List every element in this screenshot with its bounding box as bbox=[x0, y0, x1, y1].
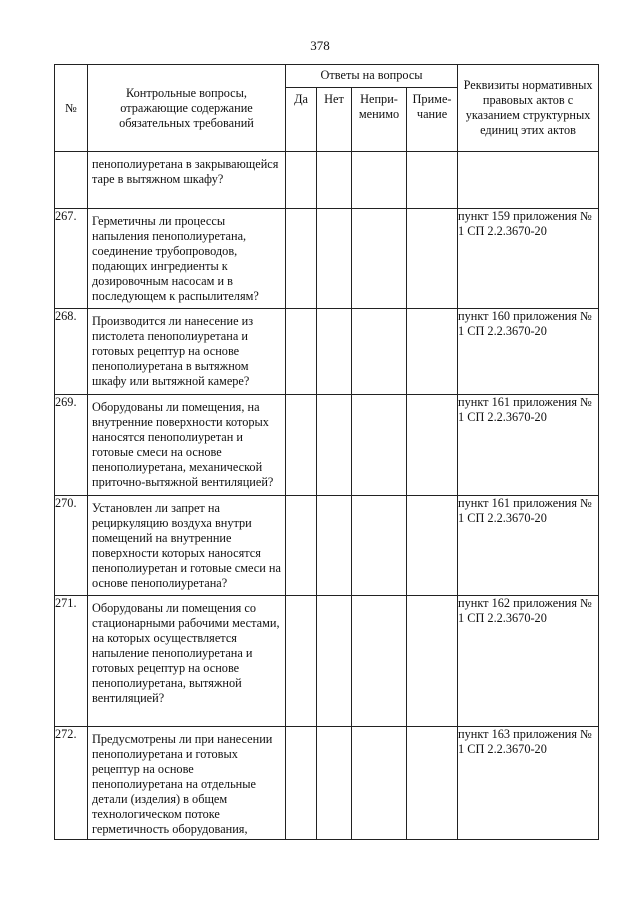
page-number: 378 bbox=[310, 38, 330, 53]
row-question bbox=[88, 395, 286, 496]
table-row bbox=[55, 596, 599, 727]
answer-no-cell[interactable] bbox=[317, 209, 352, 309]
row-reference: пункт 161 приложения № 1 СП 2.2.3670-20 bbox=[458, 395, 599, 496]
answer-note-cell[interactable] bbox=[407, 395, 458, 496]
header-answers: Ответы на вопросы bbox=[286, 65, 458, 88]
row-question bbox=[88, 209, 286, 309]
table-row bbox=[55, 496, 599, 596]
row-number: 269. bbox=[55, 395, 88, 496]
header-note: Приме- чание bbox=[407, 87, 458, 151]
answer-no-cell[interactable] bbox=[317, 596, 352, 727]
header-yes: Да bbox=[286, 87, 317, 151]
row-question-text: Установлен ли запрет на рециркуляцию воздуха внутри помещений на внутренние поверхности которых наносятся пенополиуретан и готовые смеси на основе пенополиуретана? bbox=[92, 501, 281, 590]
answer-no-cell[interactable] bbox=[317, 152, 352, 209]
answer-note-cell[interactable] bbox=[407, 152, 458, 209]
answer-not-applicable-cell[interactable] bbox=[352, 209, 407, 309]
table-row bbox=[55, 152, 599, 209]
row-number: 270. bbox=[55, 496, 88, 596]
row-reference bbox=[458, 152, 599, 209]
row-question-text: Предусмотрены ли при нанесении пенополиуретана и готовых рецептур на основе пенополиуретана на отдельные детали (изделия) в общем технологическом потоке герметичность оборудования, bbox=[92, 732, 273, 836]
row-question bbox=[88, 727, 286, 840]
answer-note-cell[interactable] bbox=[407, 596, 458, 727]
answer-not-applicable-cell[interactable] bbox=[352, 395, 407, 496]
row-question bbox=[88, 596, 286, 727]
header-references bbox=[458, 65, 599, 152]
row-question-text: Производится ли нанесение из пистолета пенополиуретана и готовых рецептур на основе пенополиуретана в вытяжном шкафу или вытяжной камере? bbox=[92, 314, 254, 388]
row-reference: пункт 162 приложения № 1 СП 2.2.3670-20 bbox=[458, 596, 599, 727]
row-reference: пункт 161 приложения № 1 СП 2.2.3670-20 bbox=[458, 496, 599, 596]
answer-not-applicable-cell[interactable] bbox=[352, 152, 407, 209]
answer-not-applicable-cell[interactable] bbox=[352, 496, 407, 596]
header-no: Нет bbox=[317, 87, 352, 151]
answer-not-applicable-cell[interactable] bbox=[352, 596, 407, 727]
row-number: 272. bbox=[55, 727, 88, 840]
answer-no-cell[interactable] bbox=[317, 496, 352, 596]
answer-no-cell[interactable] bbox=[317, 395, 352, 496]
answer-not-applicable-cell[interactable] bbox=[352, 727, 407, 840]
row-question bbox=[88, 309, 286, 395]
row-reference: пункт 160 приложения № 1 СП 2.2.3670-20 bbox=[458, 309, 599, 395]
row-question-text: Оборудованы ли помещения со стационарными рабочими местами, на которых осуществляется напыление пенополиуретана и готовых рецептур на основе пенополиуретана, вытяжной вентиляцией? bbox=[92, 601, 280, 705]
header-question-text: Контрольные вопросы, отражающие содержание обязательных требований bbox=[119, 85, 254, 130]
answer-yes-cell[interactable] bbox=[286, 395, 317, 496]
row-number: 268. bbox=[55, 309, 88, 395]
table-row bbox=[55, 727, 599, 840]
row-number bbox=[55, 152, 88, 209]
row-reference: пункт 163 приложения № 1 СП 2.2.3670-20 bbox=[458, 727, 599, 840]
row-question bbox=[88, 496, 286, 596]
table-row bbox=[55, 209, 599, 309]
answer-not-applicable-cell[interactable] bbox=[352, 309, 407, 395]
row-question-text: пенополиуретана в закрывающейся таре в вытяжном шкафу? bbox=[92, 157, 279, 186]
row-reference: пункт 159 приложения № 1 СП 2.2.3670-20 bbox=[458, 209, 599, 309]
answer-yes-cell[interactable] bbox=[286, 152, 317, 209]
answer-note-cell[interactable] bbox=[407, 209, 458, 309]
header-references-text: Реквизиты нормативных правовых актов с указанием структурных единиц этих актов bbox=[463, 78, 593, 137]
answer-yes-cell[interactable] bbox=[286, 596, 317, 727]
checklist-table bbox=[54, 64, 599, 840]
row-number: 271. bbox=[55, 596, 88, 727]
answer-yes-cell[interactable] bbox=[286, 727, 317, 840]
answer-no-cell[interactable] bbox=[317, 309, 352, 395]
answer-note-cell[interactable] bbox=[407, 309, 458, 395]
row-number: 267. bbox=[55, 209, 88, 309]
header-not-applicable: Непри- менимо bbox=[352, 87, 407, 151]
answer-yes-cell[interactable] bbox=[286, 496, 317, 596]
answer-yes-cell[interactable] bbox=[286, 209, 317, 309]
answer-note-cell[interactable] bbox=[407, 727, 458, 840]
answer-yes-cell[interactable] bbox=[286, 309, 317, 395]
header-number: № bbox=[55, 65, 88, 152]
table-row bbox=[55, 395, 599, 496]
row-question bbox=[88, 152, 286, 209]
table-row bbox=[55, 309, 599, 395]
row-question-text: Герметичны ли процессы напыления пенополиуретана, соединение трубопроводов, подающих ингредиенты к дозировочным насосам и в последующем к распылителям? bbox=[92, 214, 259, 303]
answer-no-cell[interactable] bbox=[317, 727, 352, 840]
row-question-text: Оборудованы ли помещения, на внутренние поверхности которых наносятся пенополиуретан и готовые смеси на основе пенополиуретана, механической приточно-вытяжной вентиляцией? bbox=[92, 400, 274, 489]
answer-note-cell[interactable] bbox=[407, 496, 458, 596]
header-question bbox=[88, 65, 286, 152]
